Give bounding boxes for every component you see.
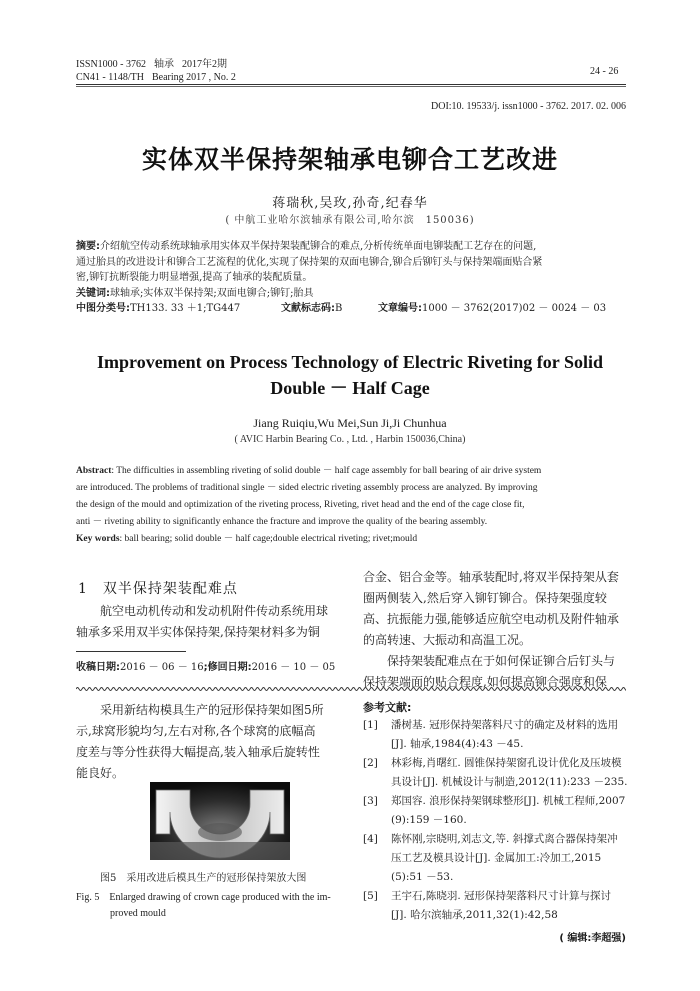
reference-item [363,887,628,925]
abstract-cn-label: 摘要: [76,241,100,252]
abstract-cn-line: 密,铆钉抗断裂能力明显增强,提高了轴承的装配质量。 [76,272,313,283]
reference-item [363,754,628,792]
keywords-en-label: Key words [76,534,120,544]
page-range: 24 - 26 [590,66,619,77]
reference-number: [1] [363,719,378,731]
reference-text: [J]. 哈尔滨轴承,2011,32(1):42,58 [391,909,558,921]
editor-note: ( 编辑:李超强) [559,933,626,944]
reference-text: 潘树基. 冠形保持架落料尺寸的确定及材料的选用 [391,719,619,731]
abstract-cn [76,239,626,317]
reference-text: 王宇石,陈晓羽. 冠形保持架落料尺寸计算与探讨 [391,890,612,902]
authors-cn: 蒋瑞秋,吴玫,孙奇,纪春华 [272,196,428,211]
article-no-value: 1000 － 3762(2017)02 － 0024 － 03 [422,303,607,314]
paragraph-line: 保持架装配难点在于如何保证铆合后钉头与 [387,654,616,668]
abstract-cn-line: 通过胎具的改进设计和铆合工艺流程的优化,实现了保持架的双面电铆合,铆合后铆钉头与保持架端面贴合紧 [76,256,543,268]
journal-name-en: Bearing 2017 , No. 2 [151,72,236,83]
title-en-line2: Double － Half Cage [270,378,430,398]
reference-number: [5] [363,890,378,902]
paragraph-line: 保持架端面的贴合程度,如何提高铆合强度和保 [363,675,607,689]
reference-text: (9):159 －160. [391,814,467,826]
reference-number: [4] [363,833,378,845]
ball-pocket-shadow [198,823,242,841]
keywords-cn-label: 关键词: [76,287,110,299]
keywords-cn: 球轴承;实体双半保持架;双面电铆合;铆钉;胎具 [110,287,314,299]
title-cn: 实体双半保持架轴承电铆合工艺改进 [141,145,558,174]
paragraph-line: 能良好。 [76,766,125,780]
wavy-separator [76,686,626,692]
authors-en: Jiang Ruiqiu,Wu Mei,Sun Ji,Ji Chunhua [253,416,447,430]
paragraph-line: 采用新结构模具生产的冠形保持架如图5所 [100,703,324,717]
paragraph-line: 度差与等分性获得大幅提高,装入轴承后旋转性 [76,745,320,759]
footnote-rule [76,651,186,652]
paragraph-line: 轴承多采用双半实体保持架,保持架材料多为铜 [76,625,320,639]
received-label: 收稿日期: [76,662,120,673]
references-title: 参考文献: [363,701,412,714]
abstract-en-line: anti － riveting ability to significantly enhance the fracture and improve the quality of the bearing assembly. [76,517,488,527]
keywords-en: : ball bearing; solid double － half cage;double electrical riveting; rivet;mould [119,534,418,544]
figure-caption-en-line2: proved mould [110,908,166,919]
journal-header-left [76,58,244,84]
figure-caption-cn: 图5 采用改进后模具生产的冠形保持架放大图 [100,873,307,884]
paragraph-line: 合金、铝合金等。轴承装配时,将双半保持架从套 [363,570,619,584]
abstract-en-label: Abstract [76,466,112,476]
header-rule-thin [76,86,626,87]
issue-cn: 2017年2期 [182,59,228,70]
revised-label: ;修回日期: [203,662,252,673]
photo-base [150,842,290,860]
paragraph-line: 航空电动机传动和发动机附件传动系统用球 [100,604,329,618]
affiliation-cn: ( 中航工业哈尔滨轴承有限公司,哈尔滨 150036) [225,215,475,226]
figure-caption-en [76,890,331,922]
reference-text: [J]. 轴承,1984(4):43 －45. [391,738,524,750]
article-no-label: 文章编号: [378,303,422,314]
abstract-en [76,463,624,548]
figure-5-photo [150,782,290,860]
doc-code-value: B [335,303,343,314]
received-date: 2016 － 06 － 16 [120,662,204,673]
paragraph-line: 高、抗振能力强,能够适应航空电动机及附件轴承 [363,612,619,626]
header-rule [76,84,626,85]
title-en [0,349,700,401]
abstract-cn-line: 介绍航空传动系统球轴承用实体双半保持架装配铆合的难点,分析传统单面电铆装配工艺存在的问题, [100,241,537,252]
section-1-left [76,601,338,643]
reference-text: 陈怀刚,宗晓明,刘志文,等. 斜撑式离合器保持架冲 [391,833,618,845]
classification-row [76,301,626,317]
reference-number: [2] [363,757,378,769]
title-en-line1: Improvement on Process Technology of Electric Riveting for Solid [97,352,603,372]
reference-text: 压工艺及模具设计[J]. 金属加工:冷加工,2015 [391,852,602,864]
reference-number: [3] [363,795,378,807]
section-1-heading: 1 双半保持架装配难点 [78,581,238,597]
clc-value: TH133. 33 ＋1;TG447 [130,303,241,314]
continuation-text [76,700,338,784]
abstract-en-line: are introduced. The problems of traditional single － sided electric riveting assembly process are analyzed. By improving [76,483,538,493]
issn: ISSN1000 - 3762 [76,59,147,70]
affiliation-en: ( AVIC Harbin Bearing Co. , Ltd. , Harbin 150036,China) [234,434,466,445]
cn-number: CN41 - 1148/TH [76,72,144,83]
received-dates [76,658,335,673]
reference-text: 林彩梅,肖曙红. 圆锥保持架窗孔设计优化及压坡模 [391,757,622,769]
reference-text: (5):51 －53. [391,871,454,883]
reference-text: 郑国容. 浪形保持架钢球整形[J]. 机械工程师,2007 [391,795,626,807]
abstract-en-line: : The difficulties in assembling riveting of solid double － half cage assembly for ball bearing of air drive system [111,466,542,476]
doc-code-label: 文献标志码: [281,303,335,314]
section-1-right [363,567,627,693]
reference-item [363,792,628,830]
reference-item [363,830,628,887]
doi: DOI:10. 19533/j. issn1000 - 3762. 2017. 02. 006 [431,101,626,112]
paragraph-line: 示,球窝形貌均匀,左右对称,各个球窝的底幅高 [76,724,316,738]
figure-caption-en-line1: Fig. 5 Enlarged drawing of crown cage produced with the im- [76,892,331,903]
paragraph-line: 的高转速、大振动和高温工况。 [363,633,532,647]
paragraph-line: 圈两侧装入,然后穿入铆钉铆合。保持架强度较 [363,591,607,605]
clc-label: 中图分类号: [76,303,130,314]
abstract-en-line: the design of the mould and optimization of the riveting process, Riveting, rivet head and the end of the cage close fit, [76,500,525,510]
reference-item [363,716,628,754]
reference-text: 具设计[J]. 机械设计与制造,2012(11):233 －235. [391,776,628,788]
journal-name-cn: 轴承 [154,59,175,70]
revised-date: 2016 － 10 － 05 [251,662,336,673]
